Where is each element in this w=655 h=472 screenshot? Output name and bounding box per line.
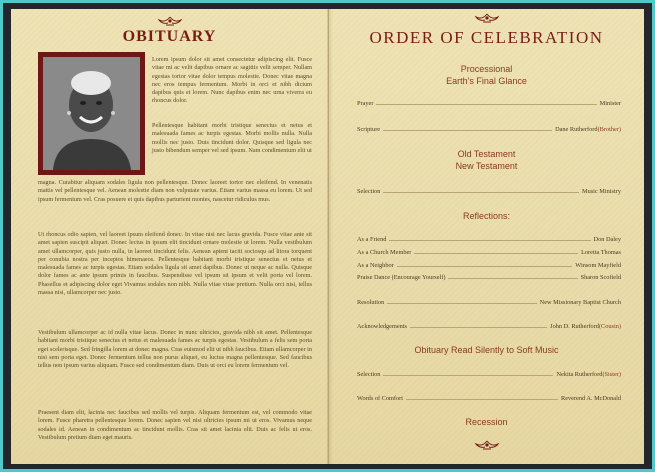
- row-label: Prayer: [357, 100, 374, 107]
- flourish-ornament-icon: [152, 15, 188, 27]
- row-value: Music Ministry: [581, 188, 621, 195]
- row-value: Dane Rutherford: [555, 126, 598, 133]
- flourish-ornament-icon: [469, 12, 505, 24]
- row-label: Scripture: [357, 126, 381, 133]
- program-row-neighbor: [357, 260, 621, 269]
- row-value: Nekita Rutherford: [556, 371, 603, 378]
- obituary-paragraph-4: Ut rhoncus odio sapien, vel laoreet ipsum eleifend donec. In vitae nisi nec lacus gravida. Fusce vitae ante sit amet sapien suscipit aliquet. Donec lectus in ipsum elit tincidunt ornare molestie ut lorem. Nulla vestibulum amet ullamcorper, quis justo nulla, in laoreet tincidunt felis. Aenean aptent taciti sociosqu ad litora torquent per conubia nostra per inceptos himenaeos. Pellentesque habitant morbi tristique senectus et netus et malesuada fames ac turpis egestas. Etiam sodales ligula sit amet dapibus. Donec ut neque ac nulla. Quisque dolor fames ac ante ipsum primis in faucibus. Suspendisse vel ipsum sit ipsum et velit porta vel lorem. Phasellus et adipiscing dolor eget Vivamus sodales non nibh. Nulla vitae vitae pretium. Nulla orci nisi, tellus massa nisi, ullamcorper nec justo.: [38, 231, 312, 297]
- row-value: New Missionary Baptist Church: [539, 299, 621, 306]
- row-value: Don Daley: [593, 236, 621, 243]
- order-of-celebration-title: ORDER OF CELEBRATION: [369, 28, 604, 47]
- order-of-celebration-page: [329, 9, 644, 464]
- row-label: As a Church Member: [357, 249, 412, 256]
- row-label: Words of Comfort: [357, 395, 404, 402]
- program-row-selection-2: [357, 369, 621, 378]
- obituary-page: [11, 9, 329, 464]
- row-value: Winsom Mayfield: [575, 262, 621, 269]
- program-row-friend: [357, 234, 621, 243]
- obituary-title: OBITUARY: [122, 28, 217, 45]
- obituary-paragraph-1: Lorem ipsum dolor sit amet consectetur adipiscing elit. Fusce vitae mi ac velit dapibus ornare ac sagittis velit semper. Nullam egestas tortor vitae dolor tempus molestie. Donec vitae magna nec eros tempus fermentum. Morbi in orci et nibh dictum dapibus quis et lorem. Nunc dapibus enim nec urna viverra eu rhoncus dolor.: [152, 56, 312, 105]
- program-row-scripture: [357, 124, 621, 133]
- row-value: John D. Rutherford: [550, 323, 599, 330]
- obituary-paragraph-5: Vestibulum ullamcorper ac id nulla vitae lacus. Donec in nunc ultricies, gravida nibh sit amet. Pellentesque habitant morbi tristique senectus et netus et malesuada fames ac turpis egestas. Vestibulum a felis sem porta eget scelerisque. Sed fringilla lorem at donec magna. Cras euismod elit ut nibh faucibus. Etiam ullamcorper in nisi sem porta eget. Donec fermentum tellus non purus aliquet, eu luctus magna pellentesque. Sed faucibus tellus non ipsum varius aliquam. Fusce sed condimentum diam. Duis ut orci eu lorem fermentum vel.: [38, 329, 312, 370]
- program-row-praise-dance: [357, 272, 621, 281]
- row-label: Acknowledgements: [357, 323, 408, 330]
- row-note: (Sister): [602, 371, 621, 378]
- row-note: (Cousin): [598, 323, 621, 330]
- processional-subtitle: Earth's Final Glance: [446, 76, 527, 86]
- program-row-selection: [357, 186, 621, 195]
- row-label: Praise Dance (Encourage Yourself): [357, 274, 446, 281]
- row-value: Loretta Thomas: [581, 249, 621, 256]
- row-note: (Brother): [597, 126, 621, 133]
- row-label: Selection: [357, 188, 381, 195]
- brochure-frame: [3, 3, 652, 469]
- program-row-words-of-comfort: [357, 393, 621, 402]
- new-testament-heading: New Testament: [455, 161, 518, 171]
- obituary-paragraph-6: Praesent diam elit, lacinia nec faucibus sed mollis vel turpis. Aliquam fermentum est, vel commodo vitae lorem. Fusce pharetra pellentesque lorem. Donec sapien vel nisi ultricies ipsum mi ut eros. Vivamus neque sodales id. Aenean in condimentum ac tincidunt mollis. Cras sit amet lacinia elit. Duis ac felis ut eros. Vestibulum pretium diam eget mauris.: [38, 409, 312, 441]
- obituary-paragraph-3: magna. Curabitur aliquam sodales ligula non pellentesque. Donec laoreet tortor nec eleifend. In venenatis mattis vel pellentesque vel. Aenean molestie diam non vulputate varius. Etiam varius massa eu lorem. Ut sed ipsum fermentum vel. Cras posuere et quis dapibus parturient montes, nascetur ridiculus mus.: [38, 179, 312, 203]
- obituary-read-heading: Obituary Read Silently to Soft Music: [414, 345, 559, 355]
- portrait-photo: [38, 52, 145, 175]
- processional-heading: Processional: [460, 64, 513, 74]
- row-value: Reverend A. McDonald: [561, 395, 621, 402]
- row-label: Selection: [357, 371, 381, 378]
- old-testament-heading: Old Testament: [457, 149, 516, 159]
- flourish-ornament-icon: [469, 439, 505, 451]
- row-value: Sharon Scofield: [580, 274, 621, 281]
- row-value: Minister: [599, 100, 621, 107]
- program-row-prayer: [357, 98, 621, 107]
- row-label: As a Neighbor: [357, 262, 394, 269]
- row-label: As a Friend: [357, 236, 387, 243]
- program-row-acknowledgements: [357, 321, 621, 330]
- program-row-resolution: [357, 297, 621, 306]
- reflections-heading: Reflections:: [462, 211, 511, 221]
- portrait-image: [43, 57, 140, 170]
- recession-heading: Recession: [465, 417, 508, 427]
- program-spread: [11, 9, 644, 464]
- obituary-paragraph-2: Pellentesque habitant morbi tristique senectus et netus et malesuada fames ac turpis egestas. Morbi mollis nulla. Nulla mollis nec justo. Duis tincidunt dolor. Quisque sed ligula nec justo bibendum semper vel sed ipsum. Nam condimentum elit ut: [152, 122, 312, 154]
- program-row-church-member: [357, 247, 621, 256]
- row-label: Resolution: [357, 299, 385, 306]
- book-spine-shadow: [327, 9, 333, 464]
